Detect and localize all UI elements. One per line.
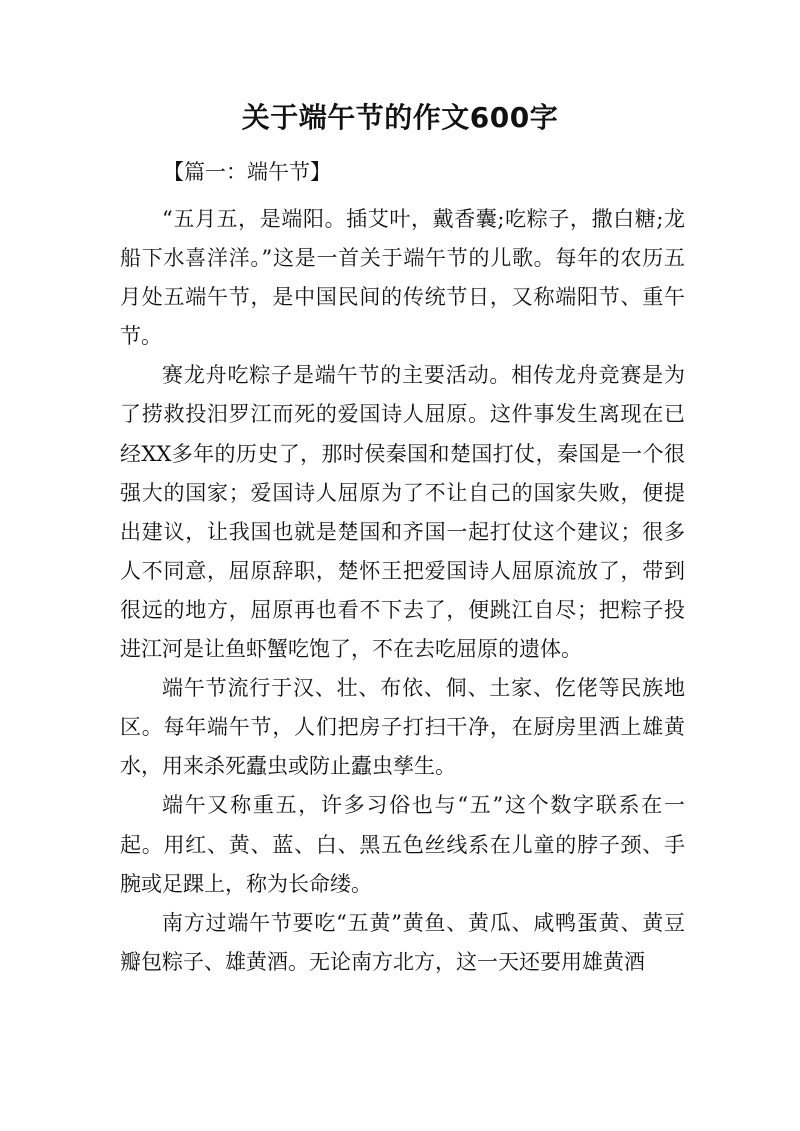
- paragraph-4: 端午又称重五，许多习俗也与“五”这个数字联系在一起。用红、黄、蓝、白、黑五色丝线系在儿童的脖子颈、手腕或足踝上，称为长命缕。: [120, 793, 685, 896]
- document-body: [120, 200, 685, 982]
- section-heading: 【篇一：端午节】: [163, 160, 331, 184]
- paragraph-1: “五月五，是端阳。插艾叶，戴香囊;吃粽子，撒白糖;龙船下水喜洋洋。”这是一首关于端午节的儿歌。每年的农历五月处五端午节，是中国民间的传统节日，又称端阳节、重午节。: [120, 207, 685, 349]
- paragraph-2: 赛龙舟吃粽子是端午节的主要活动。相传龙舟竞赛是为了捞救投汨罗江而死的爱国诗人屈原。这件事发生离现在已经XX多年的历史了，那时侯秦国和楚国打仗，秦国是一个很强大的国家；爱国诗人屈原为了不让自己的国家失败，便提出建议，让我国也就是楚国和齐国一起打仗这个建议；很多人不同意，屈原辞职，楚怀王把爱国诗人屈原流放了，带到很远的地方，屈原再也看不下去了，便跳江自尽；把粽子投进江河是让鱼虾蟹吃饱了，不在去吃屈原的遗体。: [120, 363, 685, 662]
- paragraph-5: 南方过端午节要吃“五黄”黄鱼、黄瓜、咸鸭蛋黄、黄豆瓣包粽子、雄黄酒。无论南方北方，这一天还要用雄黄酒: [120, 910, 685, 974]
- paragraph-3: 端午节流行于汉、壮、布依、侗、土家、仡佬等民族地区。每年端午节，人们把房子打扫干净，在厨房里洒上雄黄水，用来杀死蠹虫或防止蠹虫孳生。: [120, 676, 685, 779]
- document-title: 关于端午节的作文600字: [241, 101, 559, 134]
